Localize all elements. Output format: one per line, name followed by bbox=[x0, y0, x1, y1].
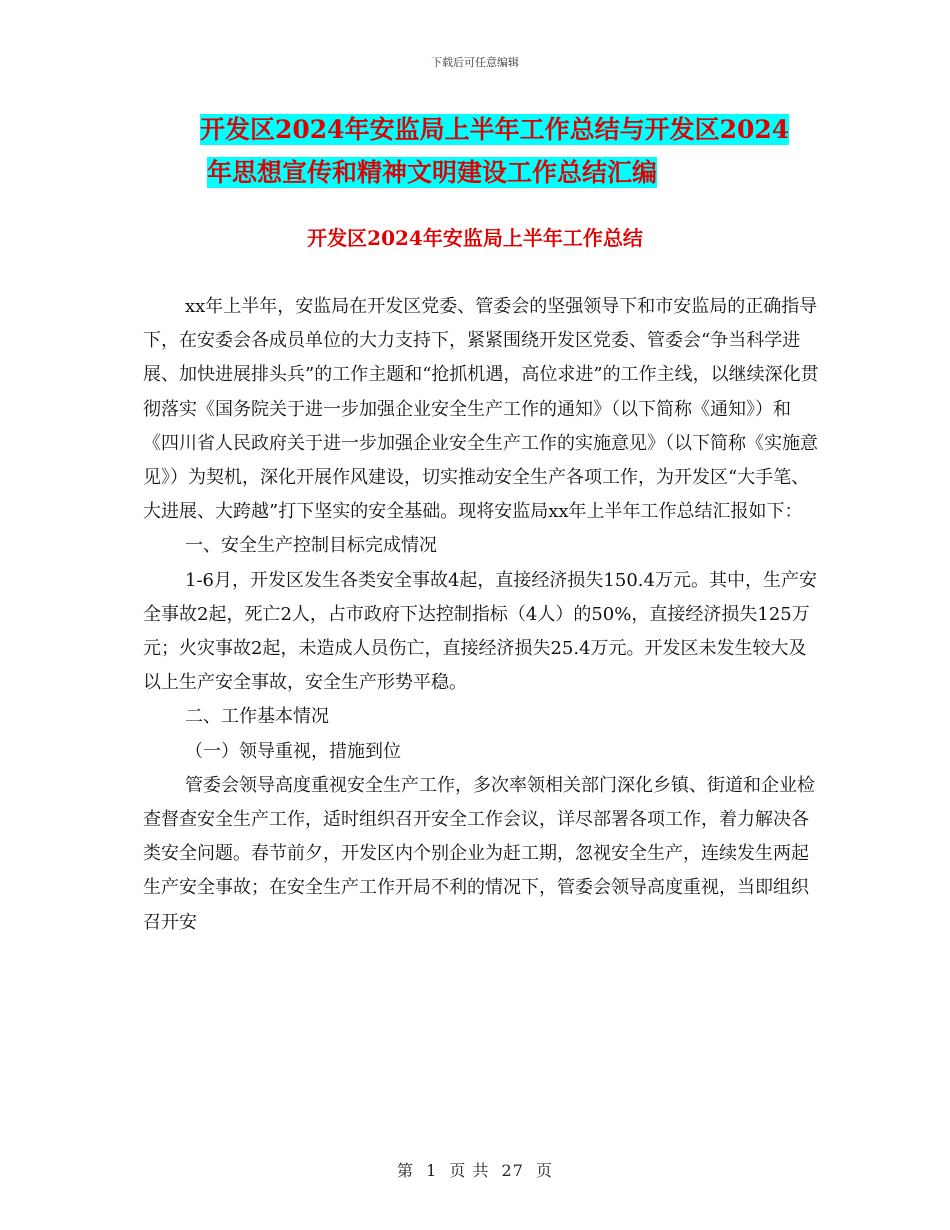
footer-page-number: 1 bbox=[426, 1161, 438, 1180]
title-line-2 bbox=[140, 151, 840, 194]
paragraph-accident-stats: 1-6月，开发区发生各类安全事故4起，直接经济损失150.4万元。其中，生产安全事故2起，死亡2人，占市政府下达控制指标（4人）的50%，直接经济损失125万元；火灾事故2起，未造成人员伤亡，直接经济损失25.4万元。开发区未发生较大及以上生产安全事故，安全生产形势平稳。 bbox=[143, 569, 817, 694]
heading-safety-targets: 一、安全生产控制目标完成情况 bbox=[185, 535, 437, 557]
footer-prefix: 第 bbox=[396, 1161, 414, 1180]
section-title: 开发区2024年安监局上半年工作总结 bbox=[307, 226, 643, 250]
footer-suffix: 页 bbox=[536, 1161, 554, 1180]
document-title bbox=[140, 108, 840, 194]
header-note: 下载后可任意编辑 bbox=[431, 56, 519, 69]
document-body bbox=[143, 290, 823, 940]
heading-work-overview: 二、工作基本情况 bbox=[185, 706, 329, 728]
page-footer bbox=[0, 1158, 950, 1181]
title-line-1-text: 开发区2024年安监局上半年工作总结与开发区2024 bbox=[200, 115, 790, 144]
title-line-2-text: 年思想宣传和精神文明建设工作总结汇编 bbox=[207, 158, 658, 187]
title-line-1 bbox=[140, 108, 840, 151]
footer-total-pages: 27 bbox=[501, 1161, 524, 1180]
footer-middle: 页 共 bbox=[449, 1161, 490, 1180]
paragraph-intro: xx年上半年，安监局在开发区党委、管委会的坚强领导下和市安监局的正确指导下，在安委会各成员单位的大力支持下，紧紧围绕开发区党委、管委会“争当科学进展、加快进展排头兵”的工作主题和“抢抓机遇，高位求进”的工作主线，以继续深化贯彻落实《国务院关于进一步加强企业安全生产工作的通知》（以下简称《通知》）和《四川省人民政府关于进一步加强企业安全生产工作的实施意见》（以下简称《实施意见》）为契机，深化开展作风建设，切实推动安全生产各项工作，为开发区“大手笔、大进展、大跨越”打下坚实的安全基础。现将安监局xx年上半年工作总结汇报如下： bbox=[143, 296, 819, 523]
paragraph-leadership: 管委会领导高度重视安全生产工作，多次率领相关部门深化乡镇、街道和企业检查督查安全生产工作，适时组织召开安全工作会议，详尽部署各项工作，着力解决各类安全问题。春节前夕，开发区内个别企业为赶工期，忽视安全生产，连续发生两起生产安全事故；在安全生产工作开局不利的情况下，管委会领导高度重视，当即组织召开安 bbox=[143, 774, 815, 933]
heading-leadership: （一）领导重视，措施到位 bbox=[185, 740, 401, 762]
